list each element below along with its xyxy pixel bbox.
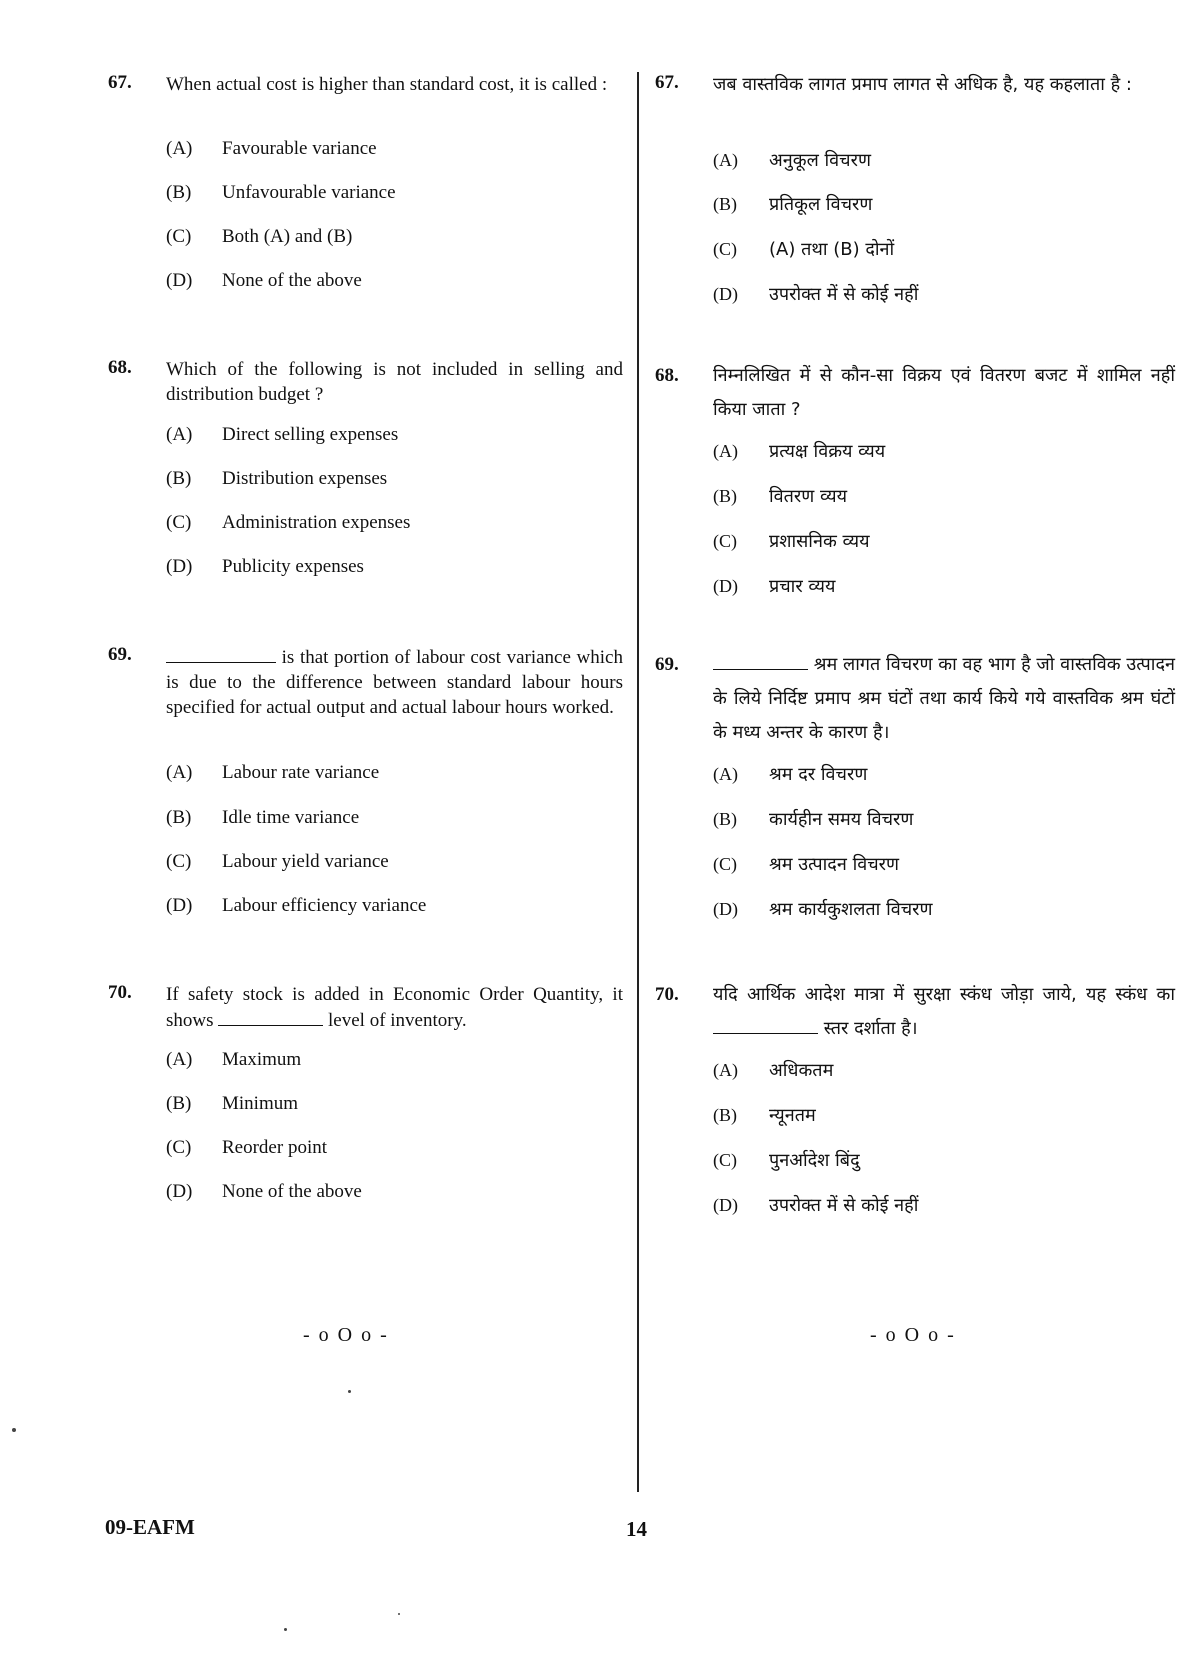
option-text: कार्यहीन समय विचरण [769,809,914,830]
option-text: प्रशासनिक व्यय [769,531,870,552]
question-text [166,644,623,720]
option-text: Administration expenses [222,512,411,533]
option-letter: (B) [166,1093,192,1114]
option-text: None of the above [222,1181,362,1202]
scan-speck [398,1613,400,1615]
question-number: 70. [655,984,679,1005]
question-number: 68. [108,357,132,378]
option-d [166,556,364,578]
option-d [713,1193,918,1217]
option-b [713,484,847,508]
fill-blank [713,1015,818,1034]
option-c [713,237,894,261]
option-letter: (D) [713,284,738,304]
question-text-tail: is that portion of labour cost variance which is due to the difference between standard labour hours specified for actual output and actual labour hours worked. [166,647,623,718]
option-letter: (A) [713,150,738,170]
option-text: Maximum [222,1049,302,1070]
option-c [713,852,899,876]
option-letter: (C) [166,226,192,247]
option-text: (A) तथा (B) दोनों [769,239,895,260]
question-number: 67. [655,72,679,93]
option-text: Minimum [222,1093,299,1114]
option-letter: (B) [166,468,192,489]
option-letter: (A) [166,762,193,783]
question-text: जब वास्तविक लागत प्रमाप लागत से अधिक है, यह कहलाता है : [713,74,1132,95]
option-text: श्रम उत्पादन विचरण [769,854,900,875]
option-b [166,807,359,829]
question-number: 69. [108,644,132,665]
option-text: None of the above [222,270,362,291]
option-text: Both (A) and (B) [222,226,353,247]
option-text: श्रम दर विचरण [769,764,868,785]
option-text: Labour yield variance [222,851,389,872]
option-c [166,512,410,534]
option-letter: (D) [713,899,738,919]
option-text: Direct selling expenses [222,424,399,445]
option-text: प्रत्यक्ष विक्रय व्यय [769,441,886,462]
option-a [166,762,379,784]
option-d [713,574,835,598]
question-number: 69. [655,654,679,675]
option-letter: (A) [713,764,738,784]
option-c [166,1137,327,1159]
option-letter: (C) [166,851,192,872]
end-mark: - o O o - [303,1324,389,1346]
option-text: Labour efficiency variance [222,895,427,916]
option-letter: (D) [166,895,193,916]
option-letter: (A) [713,441,738,461]
option-letter: (A) [166,424,193,445]
option-letter: (A) [166,138,193,159]
option-letter: (D) [166,1181,193,1202]
option-letter: (B) [166,182,192,203]
scan-speck [12,1428,16,1432]
question-text-tail: स्तर दर्शाता है। [818,1018,918,1039]
option-text: श्रम कार्यकुशलता विचरण [769,899,933,920]
option-text: Unfavourable variance [222,182,396,203]
option-text: Idle time variance [222,807,360,828]
question-number: 68. [655,365,679,386]
option-d [166,270,362,292]
end-mark: - o O o - [870,1324,956,1346]
option-b [166,182,396,204]
question-text [713,648,1175,750]
option-letter: (D) [166,270,193,291]
option-text: Distribution expenses [222,468,388,489]
page-number: 14 [626,1517,647,1541]
option-c [166,226,352,248]
fill-blank [166,644,276,663]
question-number: 67. [108,72,132,93]
option-letter: (B) [166,807,192,828]
option-c [713,529,870,553]
option-a [166,424,398,446]
option-letter: (C) [713,854,737,874]
option-text: प्रचार व्यय [769,576,836,597]
option-letter: (B) [713,486,737,506]
option-text: वितरण व्यय [769,486,848,507]
option-b [166,468,387,490]
option-text: Labour rate variance [222,762,380,783]
option-a [713,1058,833,1082]
option-text: Reorder point [222,1137,328,1158]
option-letter: (D) [713,576,738,596]
option-letter: (B) [713,194,737,214]
option-text: अनुकूल विचरण [769,150,871,171]
option-letter: (B) [713,1105,737,1125]
option-d [166,1181,362,1203]
option-text: Publicity expenses [222,556,364,577]
option-letter: (A) [166,1049,193,1070]
option-text: अधिकतम [769,1060,834,1081]
question-text: Which of the following is not included in selling and distribution budget ? [166,359,623,405]
option-letter: (B) [713,809,737,829]
question-text [713,978,1175,1046]
option-b [713,192,872,216]
question-text [166,982,623,1033]
option-text: प्रतिकूल विचरण [769,194,873,215]
option-b [713,1103,816,1127]
option-letter: (D) [166,556,193,577]
option-letter: (C) [713,1150,737,1170]
option-c [166,851,389,873]
scan-speck [348,1390,351,1393]
option-d [713,897,933,921]
option-b [713,807,913,831]
option-a [713,762,867,786]
option-b [166,1093,298,1115]
option-text: Favourable variance [222,138,377,159]
option-letter: (C) [713,239,737,259]
option-a [713,439,885,463]
question-text-tail: श्रम लागत विचरण का वह भाग है जो वास्तविक उत्पादन के लिये निर्दिष्ट प्रमाप श्रम घंटों तथा कार्य किये गये वास्तविक श्रम घंटों के मध्य अन्तर के कारण है। [713,654,1175,743]
option-a [166,138,377,160]
question-text: When actual cost is higher than standard cost, it is called : [166,74,608,95]
option-c [713,1148,860,1172]
option-text: न्यूनतम [769,1105,816,1126]
option-a [713,148,871,172]
paper-code: 09-EAFM [105,1515,195,1539]
option-letter: (C) [166,512,192,533]
option-letter: (C) [166,1137,192,1158]
option-d [713,282,918,306]
option-text: पुनर्आदेश बिंदु [769,1150,860,1171]
question-text-head: यदि आर्थिक आदेश मात्रा में सुरक्षा स्कंध जोड़ा जाये, यह स्कंध का [713,984,1175,1005]
option-letter: (D) [713,1195,738,1215]
option-a [166,1049,301,1071]
scan-speck [284,1628,287,1631]
option-text: उपरोक्त में से कोई नहीं [769,284,919,305]
question-number: 70. [108,982,132,1003]
fill-blank [713,651,808,670]
option-letter: (C) [713,531,737,551]
option-letter: (A) [713,1060,738,1080]
question-text: निम्नलिखित में से कौन-सा विक्रय एवं वितरण बजट में शामिल नहीं किया जाता ? [713,365,1175,420]
column-divider [637,72,639,1492]
fill-blank [218,1007,323,1026]
question-text-head: If safety stock is added in Economic Order Quantity, it shows [166,984,623,1031]
option-text: उपरोक्त में से कोई नहीं [769,1195,919,1216]
question-text-tail: level of inventory. [323,1010,467,1031]
option-d [166,895,426,917]
